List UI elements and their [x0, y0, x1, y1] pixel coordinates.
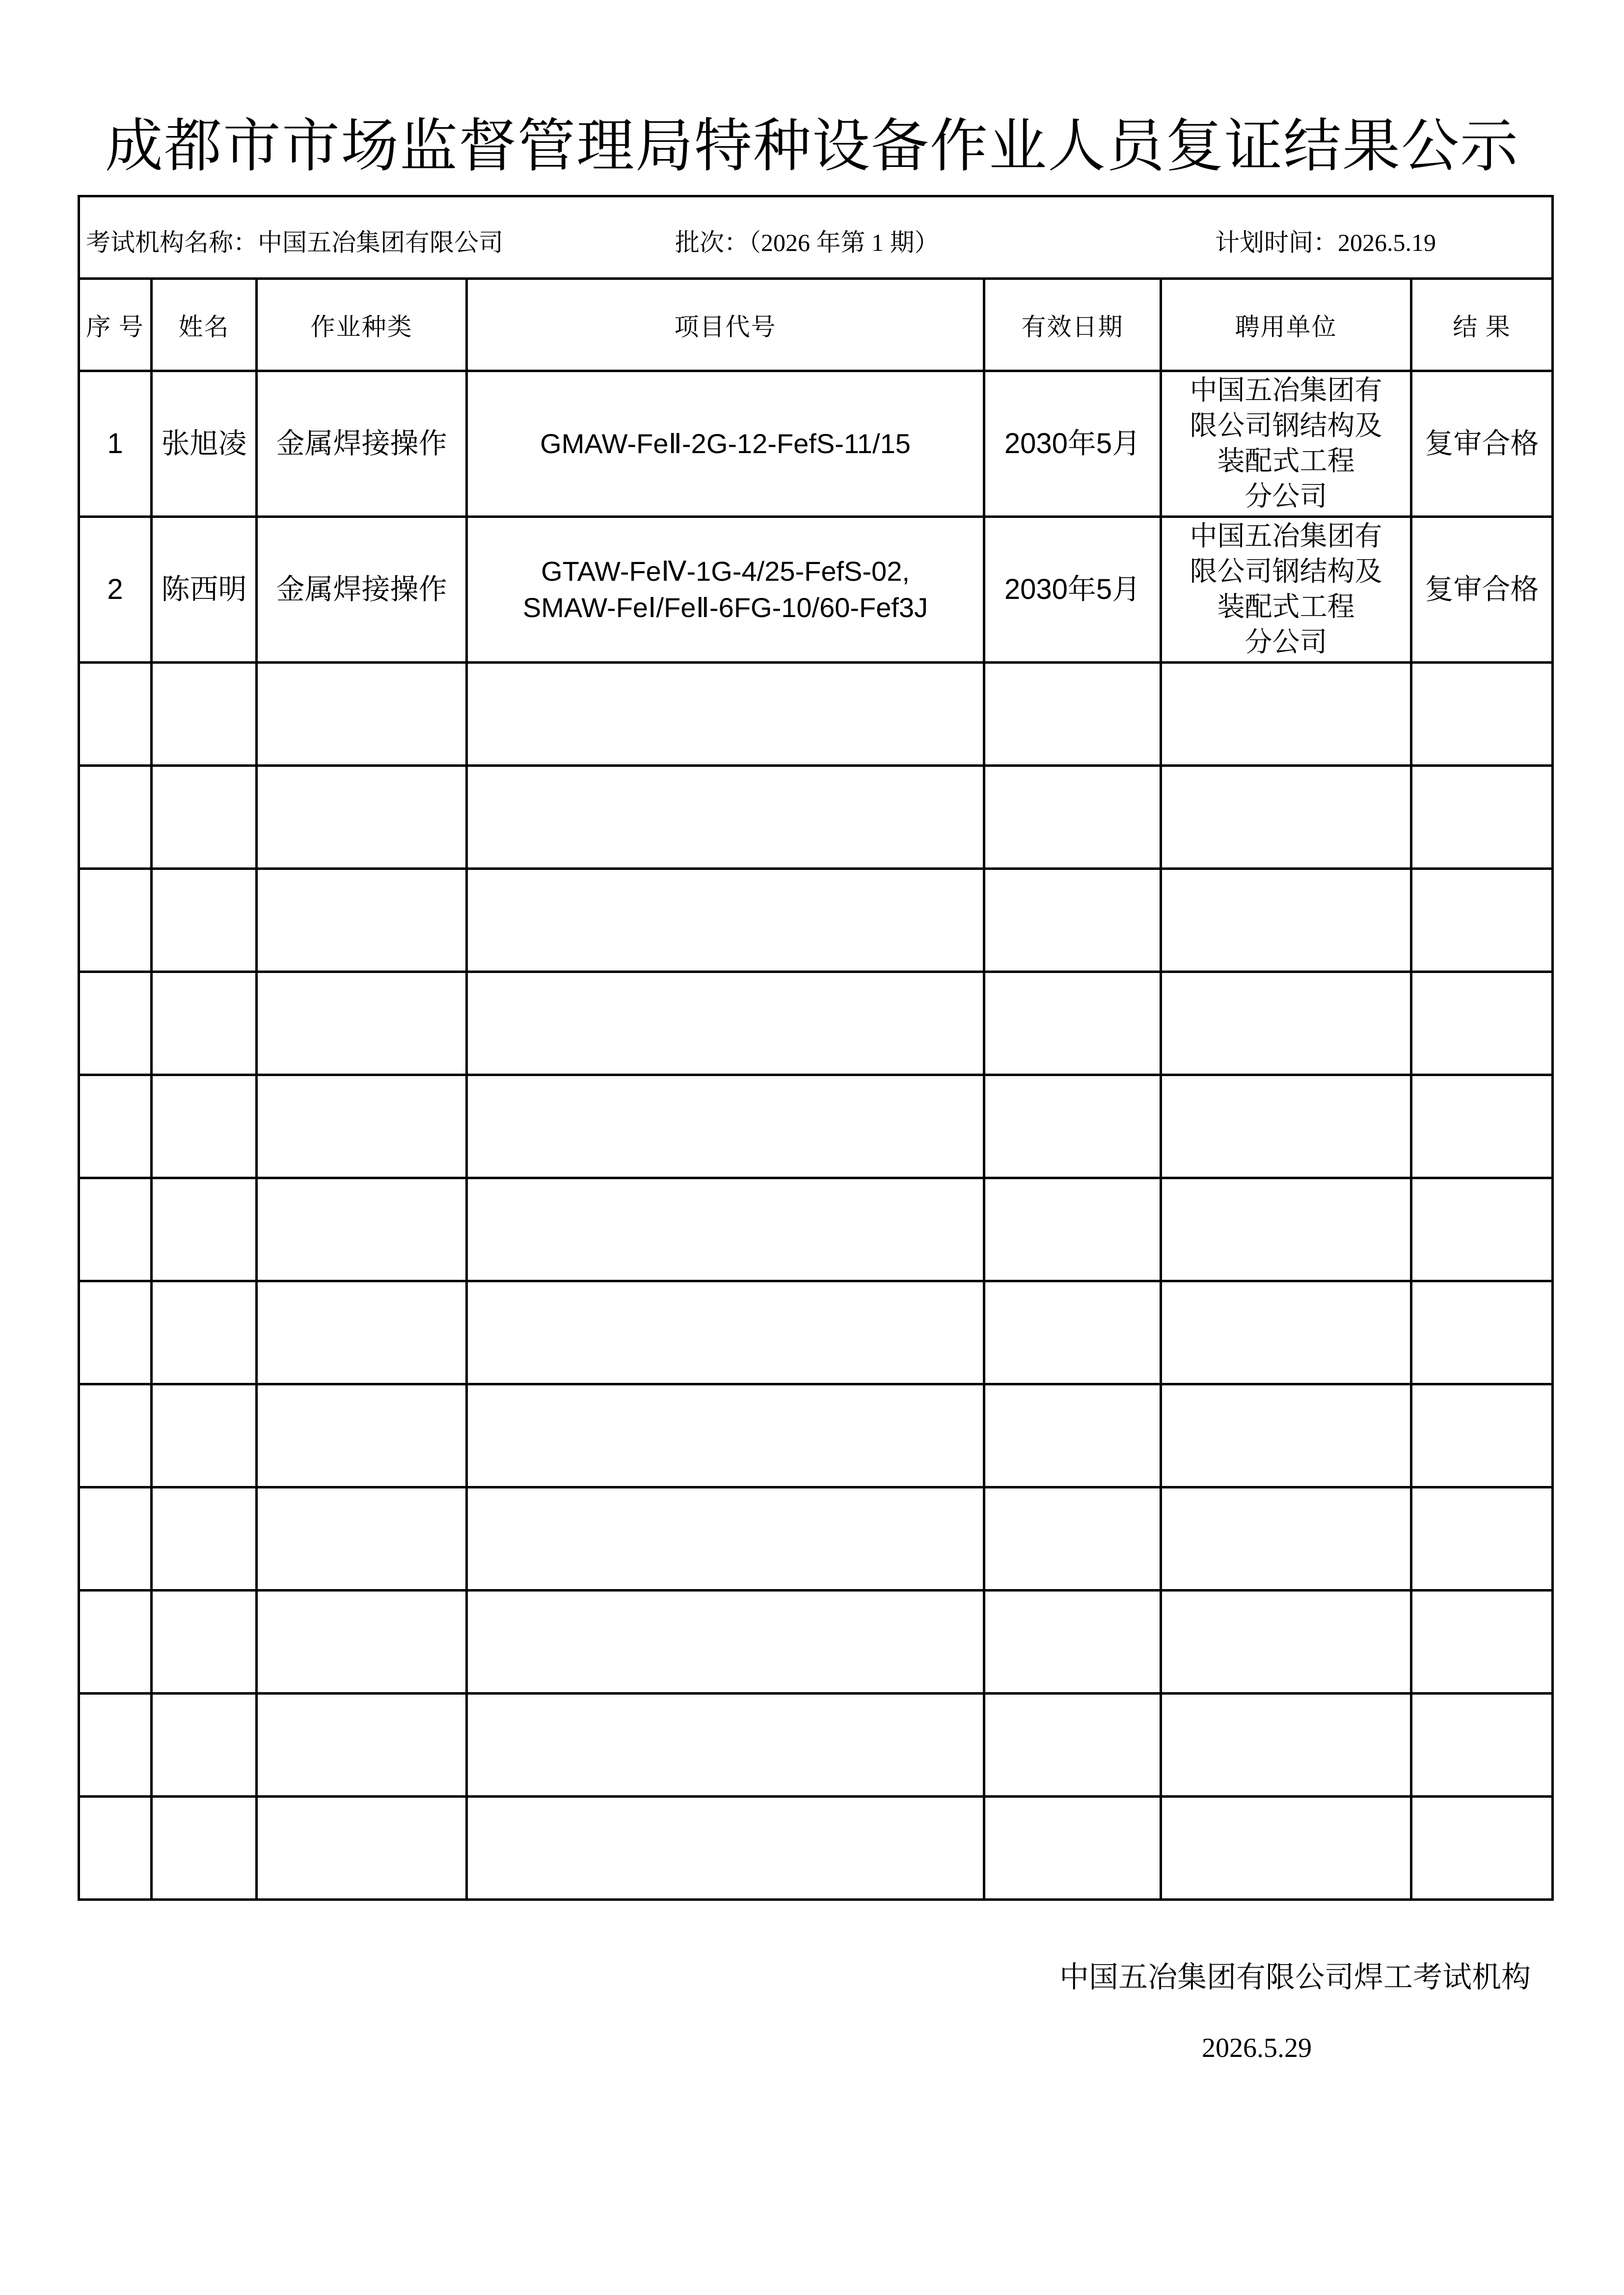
empty-cell — [152, 1384, 257, 1487]
empty-cell — [79, 766, 152, 869]
empty-cell — [984, 972, 1161, 1075]
empty-cell — [1161, 972, 1411, 1075]
empty-cell — [1411, 972, 1553, 1075]
empty-cell — [257, 766, 467, 869]
empty-cell — [152, 1694, 257, 1797]
cell-valid-date: 2030年5月 — [984, 371, 1161, 517]
exam-institution: 考试机构名称：中国五冶集团有限公司 — [86, 229, 503, 256]
plan-time: 计划时间：2026.5.19 — [1215, 229, 1436, 256]
empty-cell — [467, 1591, 984, 1694]
empty-cell — [1411, 663, 1553, 766]
empty-cell — [79, 1797, 152, 1900]
empty-table-row — [79, 972, 1553, 1075]
empty-cell — [79, 869, 152, 972]
empty-cell — [1411, 766, 1553, 869]
empty-cell — [152, 1075, 257, 1178]
empty-cell — [1411, 1797, 1553, 1900]
cell-result: 复审合格 — [1411, 517, 1553, 663]
empty-cell — [467, 1487, 984, 1591]
header-result: 结 果 — [1411, 279, 1553, 371]
empty-cell — [257, 1281, 467, 1384]
header-row — [79, 279, 1553, 371]
empty-cell — [79, 1487, 152, 1591]
empty-cell — [984, 1281, 1161, 1384]
empty-cell — [1411, 1384, 1553, 1487]
empty-cell — [79, 1591, 152, 1694]
empty-cell — [79, 1281, 152, 1384]
table-row — [79, 371, 1553, 517]
cell-type: 金属焊接操作 — [257, 517, 467, 663]
footer-organization: 中国五冶集团有限公司焊工考试机构 — [1059, 1961, 1531, 1994]
empty-cell — [257, 1797, 467, 1900]
empty-table-row — [79, 1384, 1553, 1487]
empty-cell — [1161, 1178, 1411, 1281]
cell-valid-date: 2030年5月 — [984, 517, 1161, 663]
empty-cell — [152, 972, 257, 1075]
empty-cell — [984, 1797, 1161, 1900]
cell-name: 陈西明 — [152, 517, 257, 663]
cell-code — [467, 371, 984, 517]
empty-cell — [152, 869, 257, 972]
empty-cell — [1411, 869, 1553, 972]
empty-cell — [79, 1384, 152, 1487]
empty-table-row — [79, 1487, 1553, 1591]
empty-cell — [1411, 1591, 1553, 1694]
empty-table-row — [79, 1075, 1553, 1178]
empty-cell — [1161, 663, 1411, 766]
empty-cell — [152, 1487, 257, 1591]
empty-cell — [1161, 1384, 1411, 1487]
empty-cell — [984, 663, 1161, 766]
header-employer: 聘用单位 — [1161, 279, 1411, 371]
empty-cell — [257, 1487, 467, 1591]
empty-cell — [467, 1694, 984, 1797]
empty-cell — [984, 1075, 1161, 1178]
header-name: 姓名 — [152, 279, 257, 371]
empty-cell — [1161, 869, 1411, 972]
empty-cell — [152, 1797, 257, 1900]
header-code: 项目代号 — [467, 279, 984, 371]
cell-seq: 1 — [79, 371, 152, 517]
empty-cell — [1161, 766, 1411, 869]
employer-line: 中国五冶集团有 — [1190, 521, 1382, 552]
code-line: GTAW-FeⅣ-1G-4/25-FefS-02, — [541, 556, 910, 587]
empty-cell — [467, 1281, 984, 1384]
empty-cell — [1161, 1075, 1411, 1178]
employer-line: 装配式工程 — [1217, 592, 1355, 622]
empty-cell — [1411, 1075, 1553, 1178]
header-valid-date: 有效日期 — [984, 279, 1161, 371]
employer-line: 中国五冶集团有 — [1190, 376, 1382, 406]
cell-seq: 2 — [79, 517, 152, 663]
empty-table-row — [79, 1694, 1553, 1797]
empty-cell — [257, 1178, 467, 1281]
empty-cell — [79, 1178, 152, 1281]
empty-cell — [467, 1797, 984, 1900]
empty-cell — [257, 1591, 467, 1694]
empty-cell — [1161, 1591, 1411, 1694]
empty-cell — [984, 1487, 1161, 1591]
cell-type: 金属焊接操作 — [257, 371, 467, 517]
empty-cell — [467, 1384, 984, 1487]
empty-cell — [1411, 1281, 1553, 1384]
empty-cell — [467, 869, 984, 972]
empty-cell — [984, 1384, 1161, 1487]
cell-employer — [1161, 371, 1411, 517]
empty-cell — [79, 1694, 152, 1797]
empty-table-row — [79, 1797, 1553, 1900]
empty-cell — [467, 1075, 984, 1178]
empty-cell — [257, 1075, 467, 1178]
empty-table-row — [79, 1178, 1553, 1281]
empty-table-row — [79, 1591, 1553, 1694]
empty-cell — [1161, 1694, 1411, 1797]
empty-cell — [984, 1694, 1161, 1797]
empty-cell — [79, 1075, 152, 1178]
cell-employer — [1161, 517, 1411, 663]
empty-cell — [257, 1694, 467, 1797]
empty-cell — [257, 972, 467, 1075]
empty-cell — [257, 1384, 467, 1487]
cell-result: 复审合格 — [1411, 371, 1553, 517]
empty-cell — [152, 1178, 257, 1281]
empty-cell — [984, 1591, 1161, 1694]
empty-cell — [152, 766, 257, 869]
header-type: 作业种类 — [257, 279, 467, 371]
empty-cell — [1161, 1487, 1411, 1591]
empty-cell — [1161, 1797, 1411, 1900]
results-table — [78, 195, 1554, 1901]
empty-cell — [984, 1178, 1161, 1281]
page-title: 成都市市场监督管理局特种设备作业人员复证结果公示 — [105, 114, 1519, 179]
employer-line: 分公司 — [1245, 482, 1327, 512]
cell-code — [467, 517, 984, 663]
empty-table-row — [79, 766, 1553, 869]
header-seq: 序 号 — [79, 279, 152, 371]
employer-line: 限公司钢结构及 — [1190, 411, 1382, 441]
table-row — [79, 517, 1553, 663]
empty-cell — [984, 766, 1161, 869]
footer-date: 2026.5.29 — [1202, 2033, 1312, 2063]
employer-line: 分公司 — [1245, 627, 1327, 658]
empty-table-row — [79, 1281, 1553, 1384]
empty-cell — [467, 1178, 984, 1281]
batch-info: 批次：（2026 年第 1 期） — [675, 229, 939, 256]
empty-cell — [1411, 1487, 1553, 1591]
empty-table-row — [79, 869, 1553, 972]
employer-line: 限公司钢结构及 — [1190, 557, 1382, 587]
empty-cell — [467, 766, 984, 869]
empty-cell — [257, 663, 467, 766]
empty-cell — [257, 869, 467, 972]
cell-name: 张旭凌 — [152, 371, 257, 517]
empty-cell — [79, 663, 152, 766]
empty-cell — [152, 1591, 257, 1694]
empty-cell — [984, 869, 1161, 972]
empty-cell — [152, 663, 257, 766]
empty-cell — [1161, 1281, 1411, 1384]
empty-cell — [79, 972, 152, 1075]
info-row — [79, 196, 1553, 279]
empty-table-row — [79, 663, 1553, 766]
empty-cell — [467, 972, 984, 1075]
empty-cell — [152, 1281, 257, 1384]
employer-line: 装配式工程 — [1217, 446, 1355, 477]
empty-cell — [1411, 1178, 1553, 1281]
code-line: SMAW-FeⅠ/FeⅡ-6FG-10/60-Fef3J — [522, 592, 928, 623]
empty-cell — [467, 663, 984, 766]
empty-cell — [1411, 1694, 1553, 1797]
code-line: GMAW-FeⅡ-2G-12-FefS-11/15 — [540, 428, 911, 459]
